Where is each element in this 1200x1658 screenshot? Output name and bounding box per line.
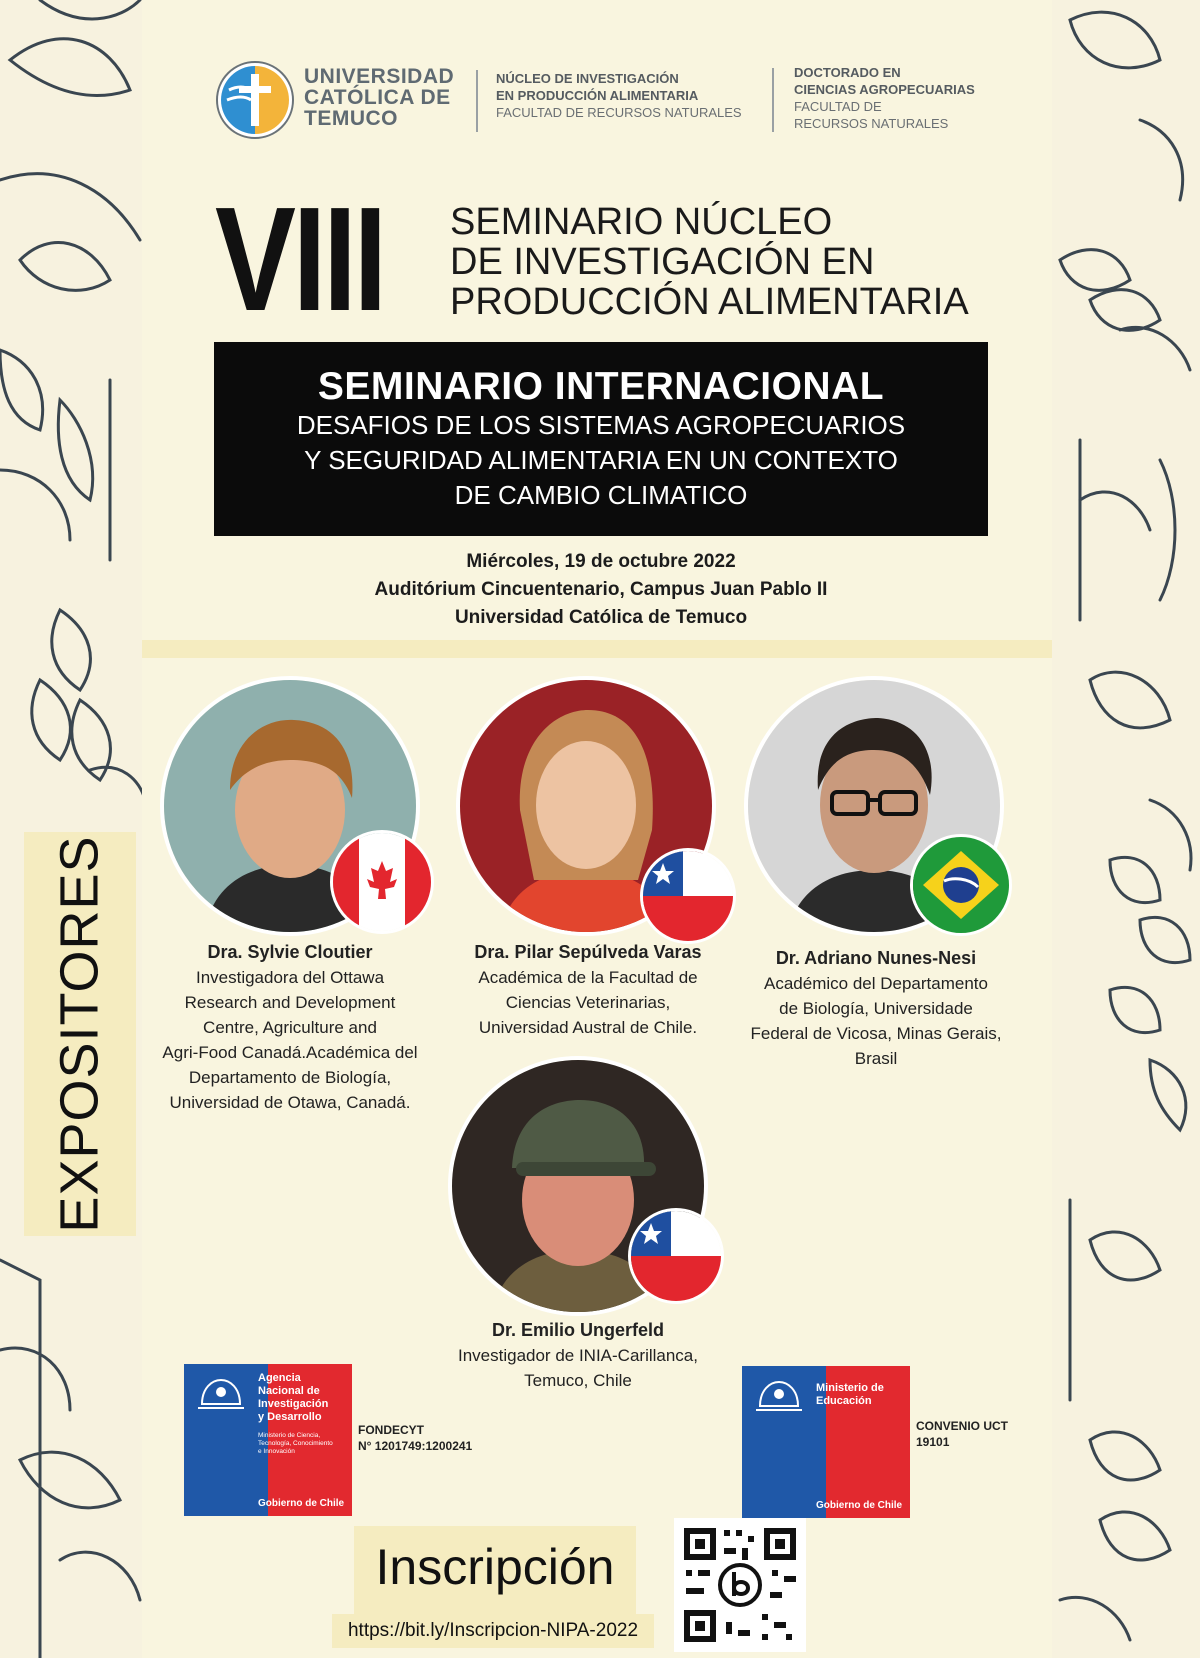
- event-date: Miércoles, 19 de octubre 2022: [466, 551, 736, 572]
- speaker-info-sepulveda: Dra. Pilar Sepúlveda Varas Académica de la Facultad de Ciencias Veterinarias, Universidad Austral de Chile.: [456, 940, 720, 1040]
- canada-flag-icon: [330, 830, 434, 934]
- speaker-name: Dra. Sylvie Cloutier: [207, 942, 373, 962]
- header-divider: [476, 70, 478, 132]
- speaker-info-nunes-nesi: Dr. Adriano Nunes-Nesi Académico del Departamento de Biología, Universidade Federal de Vicosa, Minas Gerais, Brasil: [744, 946, 1008, 1071]
- chile-coat-of-arms-icon: [194, 1374, 248, 1414]
- anid-logo: Agencia Nacional de Investigación y Desarrollo Ministerio de Ciencia, Tecnología, Conocimiento e Innovación Gobierno de Chile: [184, 1364, 352, 1516]
- chile-flag-icon: [640, 848, 736, 944]
- event-institution: Universidad Católica de Temuco: [454, 607, 748, 628]
- speaker-info-cloutier: Dra. Sylvie Cloutier Investigadora del Ottawa Research and Development Centre, Agriculture and Agri-Food Canadá.Académica del Departamento de Biología, Universidad de Otawa, Canadá.: [158, 940, 422, 1115]
- banner-heading: SEMINARIO INTERNACIONAL: [317, 365, 885, 408]
- expositores-label: EXPOSITORES: [50, 835, 110, 1233]
- uct-logo-icon: [215, 60, 295, 140]
- fondecyt-label: FONDECYT N° 1201749:1200241: [358, 1423, 473, 1453]
- chile-coat-of-arms-icon: [752, 1376, 806, 1416]
- edition-number: VIII: [215, 177, 384, 342]
- registration-label: Inscripción: [375, 1539, 615, 1595]
- highlight-band: [142, 640, 1052, 658]
- mineduc-logo: Ministerio de Educación Gobierno de Chile: [742, 1366, 910, 1518]
- banner-subtitle: DESAFIOS DE LOS SISTEMAS AGROPECUARIOS Y SEGURIDAD ALIMENTARIA EN UN CONTEXTO DE CAMBIO CLIMATICO: [296, 410, 906, 510]
- seminar-banner: [214, 342, 988, 536]
- convenio-label: CONVENIO UCT 19101: [916, 1419, 1009, 1449]
- speaker-name: Dr. Emilio Ungerfeld: [491, 1320, 665, 1340]
- seminar-title: SEMINARIO NÚCLEO DE INVESTIGACIÓN EN PRODUCCIÓN ALIMENTARIA: [450, 201, 969, 323]
- qr-code-icon[interactable]: [674, 1518, 806, 1652]
- event-venue: Auditórium Cincuentenario, Campus Juan Pablo II: [374, 579, 828, 600]
- speaker-name: Dra. Pilar Sepúlveda Varas: [474, 942, 702, 962]
- university-name: UNIVERSIDAD CATÓLICA DE TEMUCO: [304, 65, 455, 130]
- event-info: [214, 548, 988, 632]
- registration-link[interactable]: https://bit.ly/Inscripcion-NIPA-2022: [347, 1620, 639, 1641]
- brazil-flag-icon: [910, 834, 1012, 936]
- speaker-name: Dr. Adriano Nunes-Nesi: [775, 948, 977, 968]
- left-leaf-pattern: [0, 0, 150, 1658]
- doctorado-heading: DOCTORADO EN CIENCIAS AGROPECUARIAS FACULTAD DE RECURSOS NATURALES: [794, 65, 975, 131]
- right-leaf-pattern: [1050, 0, 1200, 1658]
- chile-flag-icon: [628, 1208, 724, 1304]
- header-divider: [772, 68, 774, 132]
- speaker-info-ungerfeld: Dr. Emilio Ungerfeld Investigador de INIA-Carillanca, Temuco, Chile: [446, 1318, 710, 1393]
- nucleo-heading: NÚCLEO DE INVESTIGACIÓN EN PRODUCCIÓN ALIMENTARIA FACULTAD DE RECURSOS NATURALES: [496, 71, 742, 120]
